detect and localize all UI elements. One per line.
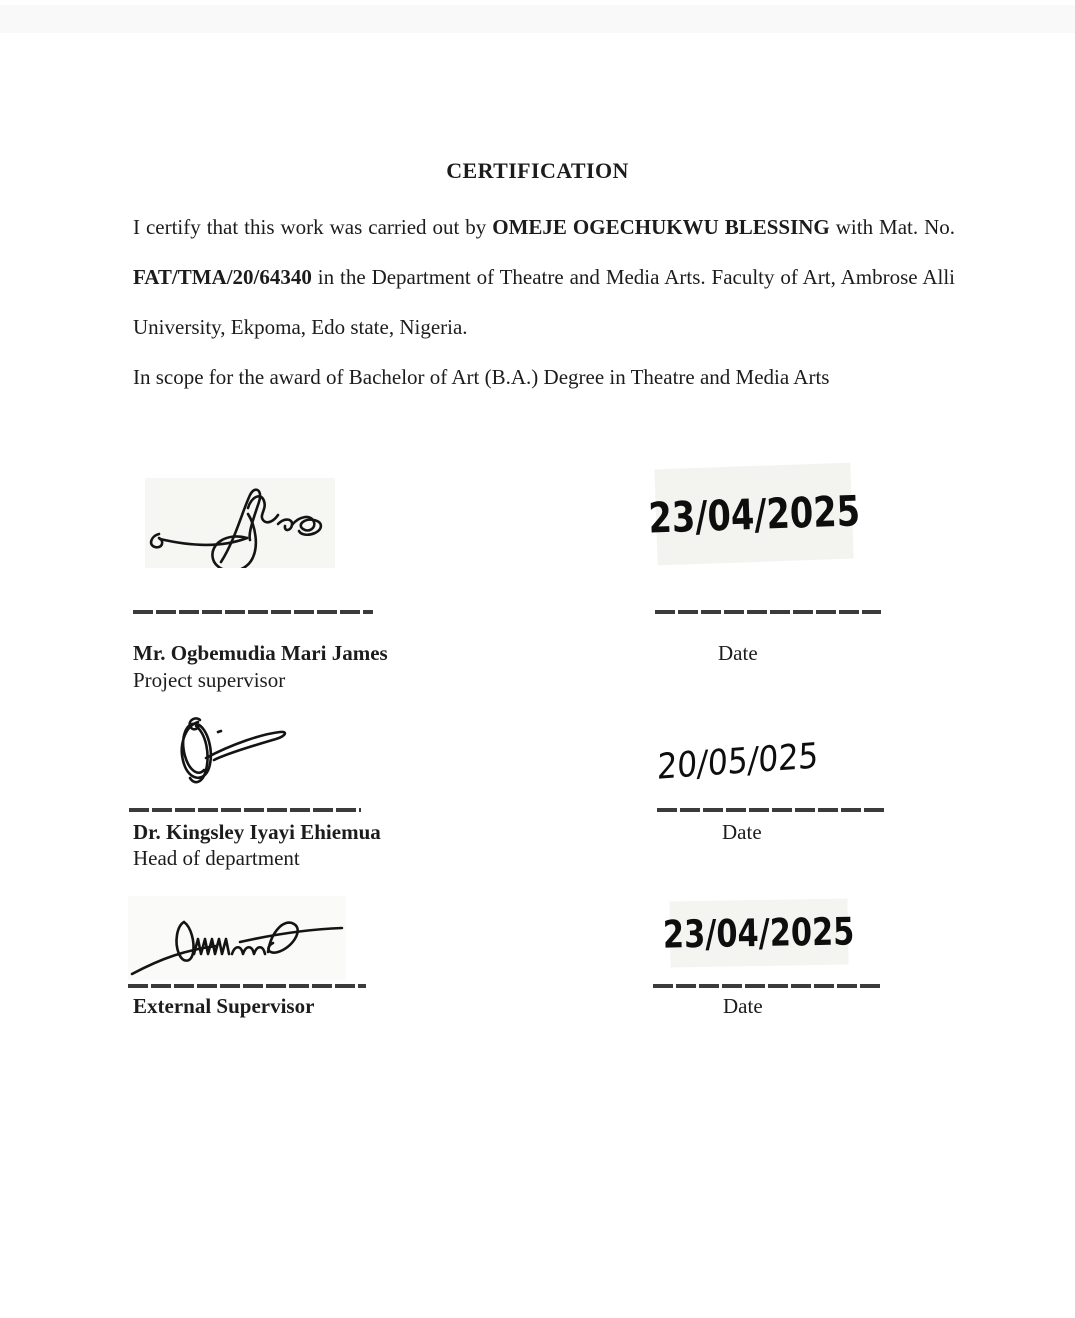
student-name: OMEJE OGECHUKWU BLESSING [492, 215, 830, 239]
date-label-head-of-department: Date [722, 820, 762, 844]
handwritten-date-head-of-department: 20/05/025 [656, 736, 820, 788]
matric-number: FAT/TMA/20/64340 [133, 265, 312, 289]
signature-line-project-supervisor [133, 610, 373, 614]
signature-line-head-of-department [129, 808, 361, 812]
date-line-project-supervisor [655, 610, 881, 614]
signature-line-external-supervisor [128, 984, 366, 988]
handwritten-date-external-supervisor: 23/04/2025 [669, 898, 848, 967]
signatory-name-project-supervisor: Mr. Ogbemudia Mari James [133, 641, 388, 665]
external-supervisor-signature-image [128, 896, 346, 980]
statement-text-2: with Mat. No. [829, 215, 955, 239]
statement-text-1: I certify that this work was carried out by [133, 215, 493, 239]
scan-edge-strip [0, 5, 1075, 33]
signatory-name-head-of-department: Dr. Kingsley Iyayi Ehiemua [133, 820, 381, 844]
external-supervisor-signature-icon [128, 896, 346, 980]
date-line-external-supervisor [653, 984, 883, 988]
ogbemudia-signature-image [145, 478, 335, 568]
handwritten-date-project-supervisor: 23/04/2025 [654, 463, 853, 566]
ehiemua-signature-icon [166, 710, 292, 794]
date-label-external-supervisor: Date [723, 994, 763, 1018]
certification-body [133, 202, 955, 402]
signatory-role-project-supervisor: Project supervisor [133, 668, 286, 692]
page-title: CERTIFICATION [446, 158, 629, 183]
ehiemua-signature-image [166, 710, 292, 794]
scope-line: In scope for the award of Bachelor of Art (B.A.) Degree in Theatre and Media Arts [133, 365, 830, 389]
signatory-name-external-supervisor: External Supervisor [133, 994, 315, 1018]
date-label-project-supervisor: Date [718, 641, 758, 665]
date-line-head-of-department [657, 808, 885, 812]
statement-text-3: in the Department of Theatre and Media Arts. Faculty of Art, Ambrose Alli University, Ekpoma, Edo state, Nigeria. [133, 265, 955, 339]
ogbemudia-signature-icon [145, 478, 335, 568]
certification-statement [133, 202, 955, 352]
signatory-role-head-of-department: Head of department [133, 846, 300, 870]
